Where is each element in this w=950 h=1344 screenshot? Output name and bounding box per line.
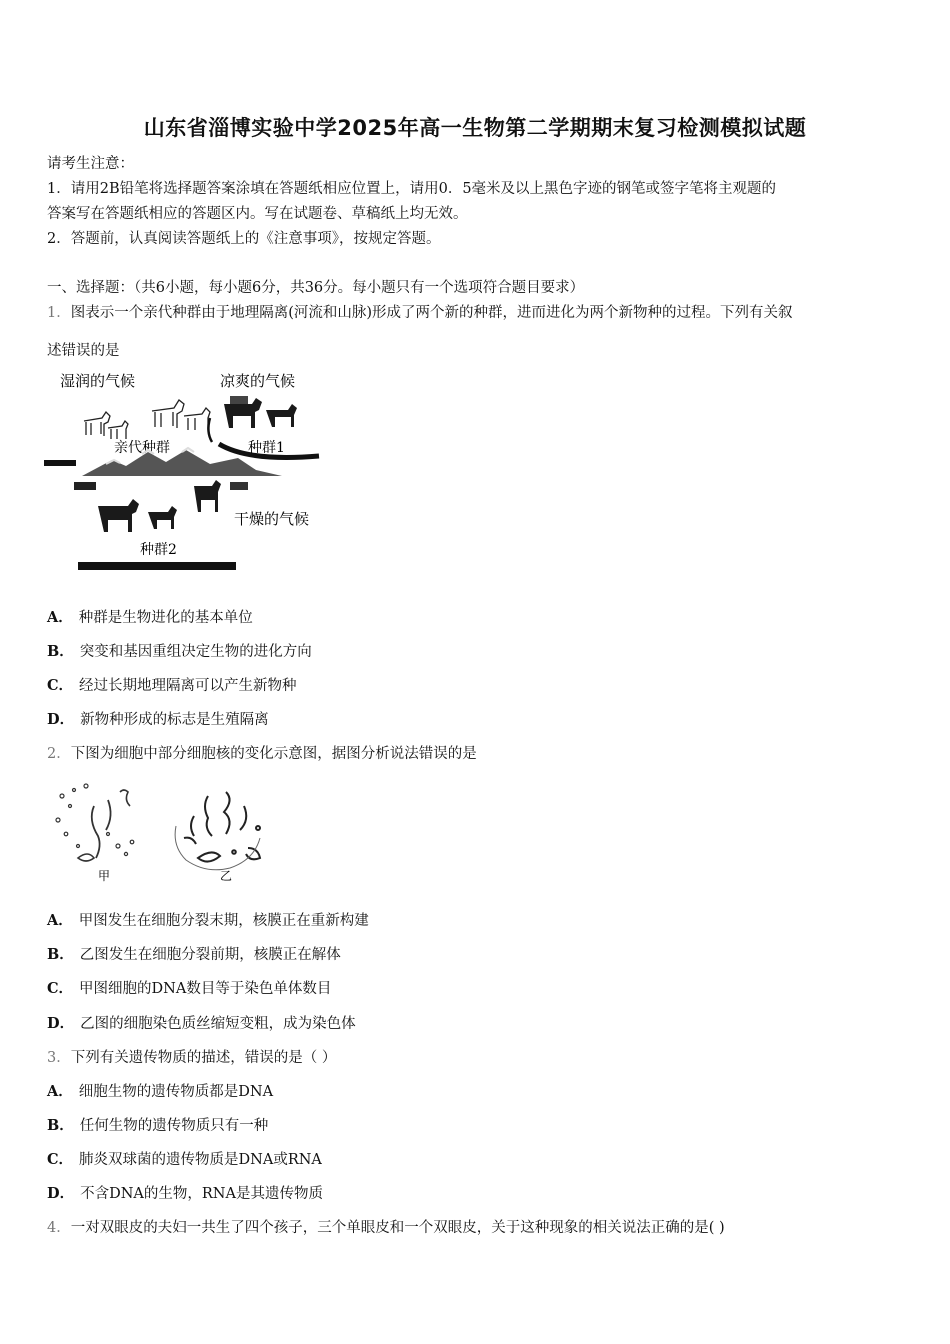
- nucleus-a-icon: [56, 784, 134, 861]
- notice-item-1-cont: 答案写在答题纸相应的答题区内。写在试题卷、草稿纸上均无效。: [47, 206, 468, 222]
- question-1-stem: 1．图表示一个亲代种群由于地理隔离(河流和山脉)形成了两个新的种群，进而进化为两个新物种的过程。下列有关叙: [47, 305, 793, 321]
- river-segment-2: [78, 562, 236, 570]
- label-dry-climate: 干燥的气候: [234, 510, 310, 528]
- q1-option-c[interactable]: C． 经过长期地理隔离可以产生新物种: [47, 677, 297, 694]
- question-3-stem: 3．下列有关遗传物质的描述，错误的是（ ）: [47, 1050, 337, 1066]
- notice-heading: 请考生注意：: [47, 156, 134, 172]
- q3-option-b[interactable]: B． 任何生物的遗传物质只有一种: [47, 1117, 269, 1134]
- label-population-1: 种群1: [248, 440, 285, 456]
- q3-option-a[interactable]: A． 细胞生物的遗传物质都是DNA: [47, 1083, 274, 1100]
- question-4-stem: 4．一对双眼皮的夫妇一共生了四个孩子，三个单眼皮和一个双眼皮，关于这种现象的相关说法正确的是( ): [47, 1220, 725, 1236]
- notice-item-2: 2．答题前，认真阅读答题纸上的《注意事项》，按规定答题。: [47, 231, 441, 247]
- q2-option-c[interactable]: C． 甲图细胞的DNA数目等于染色单体数目: [47, 980, 332, 997]
- river-segment: [44, 460, 76, 466]
- q2-option-d[interactable]: D． 乙图的细胞染色质丝缩短变粗，成为染色体: [47, 1015, 356, 1032]
- label-humid-climate: 湿润的气候: [60, 372, 136, 390]
- q2-option-a[interactable]: A． 甲图发生在细胞分裂末期，核膜正在重新构建: [47, 912, 369, 929]
- label-cool-climate: 凉爽的气候: [220, 372, 296, 390]
- q3-option-d[interactable]: D． 不含DNA的生物，RNA是其遗传物质: [47, 1185, 323, 1202]
- q3-option-c[interactable]: C． 肺炎双球菌的遗传物质是DNA或RNA: [47, 1151, 322, 1168]
- q1-option-a[interactable]: A． 种群是生物进化的基本单位: [47, 609, 253, 626]
- label-nucleus-b: 乙: [220, 869, 233, 883]
- question-2-stem: 2．下图为细胞中部分细胞核的变化示意图，据图分析说法错误的是: [47, 746, 477, 762]
- q1-option-b[interactable]: B． 突变和基因重组决定生物的进化方向: [47, 643, 312, 660]
- page-title: 山东省淄博实验中学2025年高一生物第二学期期末复习检测模拟试题: [143, 116, 807, 140]
- question-number: 4．: [47, 1220, 71, 1236]
- label-nucleus-a: 甲: [98, 869, 111, 883]
- section-heading: 一、选择题：（共6小题，每小题6分，共36分。每小题只有一个选项符合题目要求）: [47, 280, 585, 296]
- population-1-horses-icon: [224, 396, 297, 428]
- nucleus-b-icon: [175, 792, 260, 870]
- parent-horses-icon: [84, 400, 210, 439]
- question-number: 3．: [47, 1050, 71, 1066]
- question-number: 1．: [47, 305, 71, 321]
- nucleus-figure: [48, 776, 278, 888]
- speciation-figure: [44, 366, 334, 578]
- notice-item-1: 1．请用2B铅笔将选择题答案涂填在答题纸相应位置上，请用0．5毫米及以上黑色字迹的钢笔或签字笔将主观题的: [47, 181, 777, 197]
- label-parent-population: 亲代种群: [114, 440, 170, 456]
- question-number: 2．: [47, 746, 71, 762]
- q2-option-b[interactable]: B． 乙图发生在细胞分裂前期，核膜正在解体: [47, 946, 341, 963]
- population-2-horses-icon: [98, 480, 221, 532]
- question-1-stem-cont: 述错误的是: [47, 343, 120, 359]
- q1-option-d[interactable]: D． 新物种形成的标志是生殖隔离: [47, 711, 269, 728]
- label-population-2: 种群2: [140, 542, 177, 558]
